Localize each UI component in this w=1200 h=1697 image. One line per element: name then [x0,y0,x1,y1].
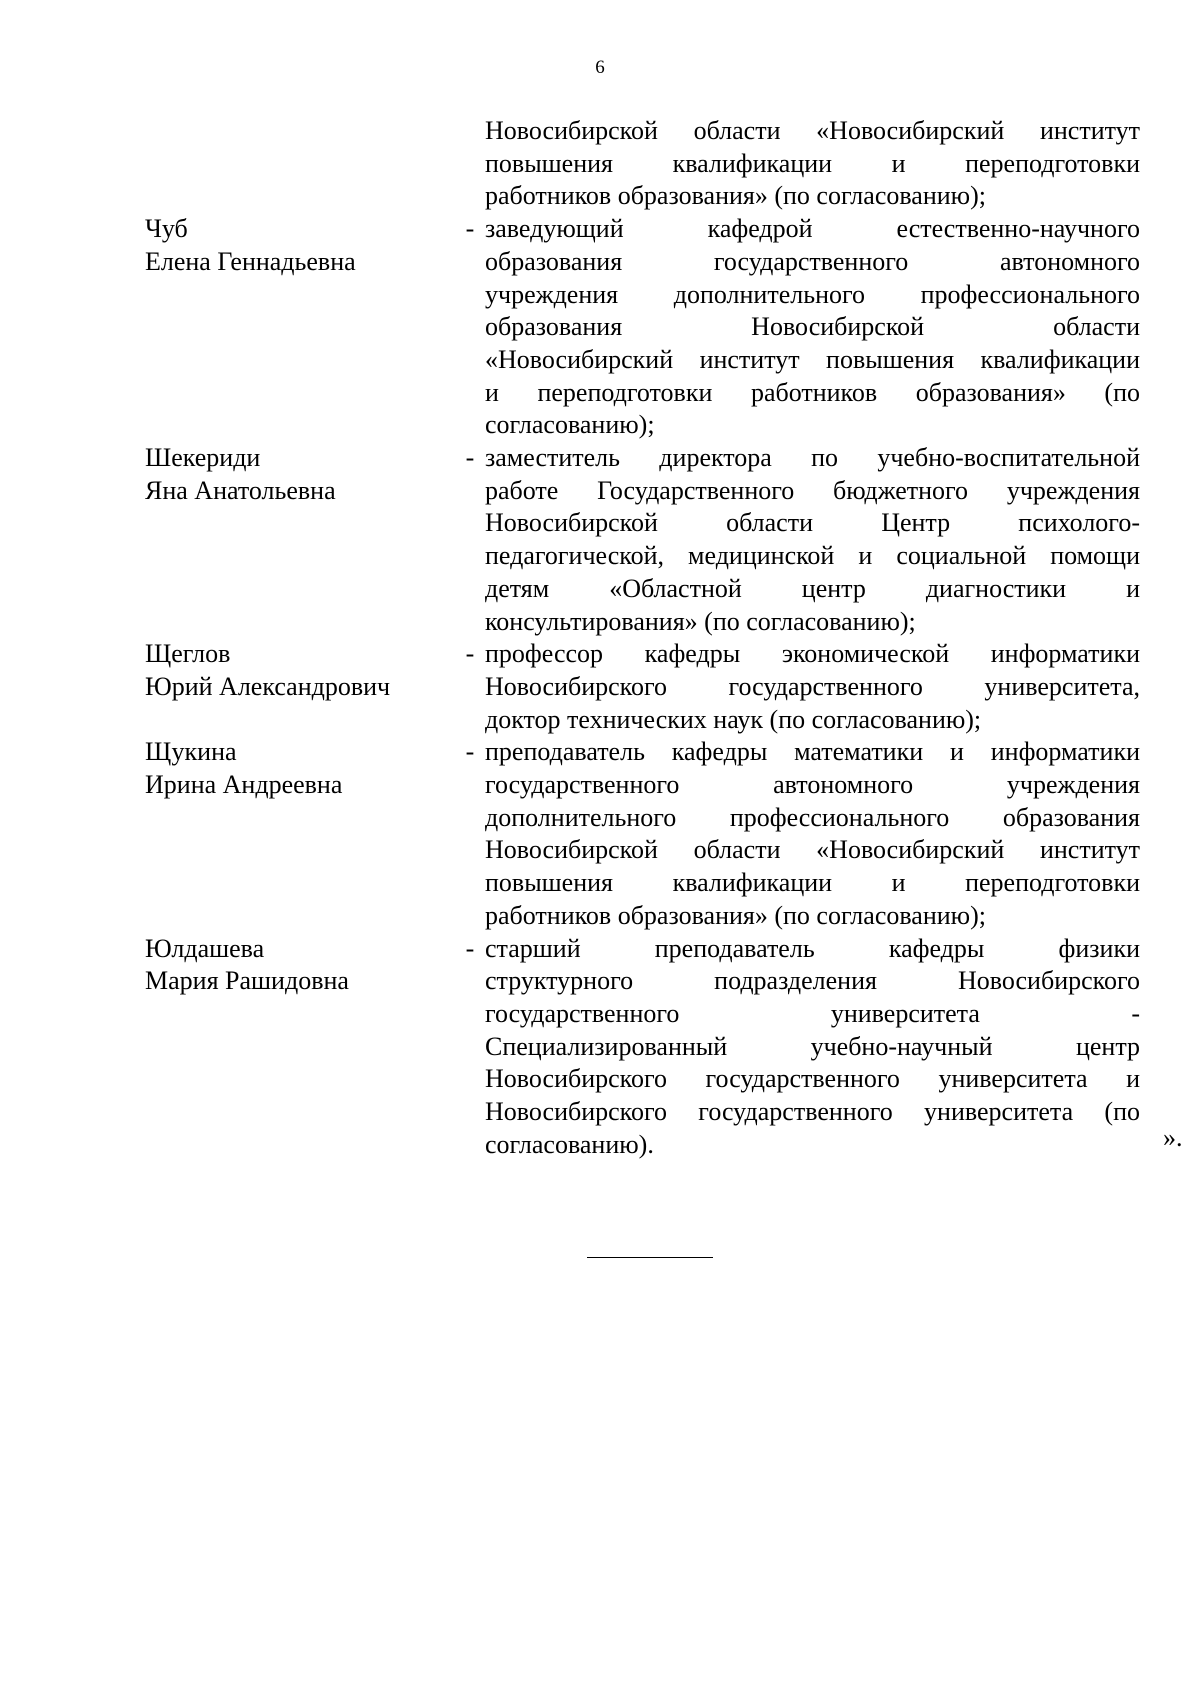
dash-separator: - [465,443,475,473]
description-line: заведующий кафедрой естественно-научного [485,214,1140,244]
description-line: согласованию); [485,410,655,440]
description-line: повышения квалификации и переподготовки [485,148,1140,178]
members-container [145,213,1145,1161]
description-line: работников образования» (по согласованию); [485,181,986,211]
member-description [485,213,1140,442]
member-name [145,638,455,703]
description-line: Специализированный учебно-научный центр [485,1031,1140,1061]
description-line: учреждения дополнительного профессионального [485,279,1140,309]
description-line: работников образования» (по согласованию); [485,900,986,930]
description-line: образования государственного автономного [485,246,1140,276]
description-line: Новосибирского государственного университета и [485,1064,1140,1094]
member-description [485,736,1140,932]
description-line: профессор кафедры экономической информатики [485,639,1140,669]
member-entry [145,638,1145,736]
member-name [145,442,455,507]
member-surname: Юлдашева [145,933,265,963]
dash-separator: - [465,639,475,669]
description-line: заместитель директора по учебно-воспитательной [485,443,1140,473]
member-name [145,933,455,998]
member-surname: Чуб [145,214,188,244]
description-line: доктор технических наук (по согласованию); [485,704,982,734]
description-line: консультирования» (по согласованию); [485,606,916,636]
member-name [145,736,455,801]
description-line: государственного автономного учреждения [485,770,1140,800]
description-line: детям «Областной центр диагностики и [485,573,1140,603]
member-description [485,115,1140,213]
description-line: образования Новосибирской области [485,312,1140,342]
member-entry [145,933,1145,1162]
member-description [485,442,1140,638]
description-line: «Новосибирский институт повышения квалификации [485,344,1140,374]
description-line: старший преподаватель кафедры физики [485,933,1140,963]
member-description [485,638,1140,736]
description-line: Новосибирского государственного университета (по [485,1097,1140,1127]
end-rule [587,1257,713,1258]
member-surname: Щукина [145,737,237,767]
description-line: педагогической, медицинской и социальной помощи [485,541,1140,571]
description-line: и переподготовки работников образования» (по [485,377,1140,407]
member-list [145,115,1145,1162]
page-number: 6 [595,57,605,78]
member-name [145,213,455,278]
member-surname: Шекериди [145,443,261,473]
member-surname: Щеглов [145,639,231,669]
description-line: Новосибирской области Центр психолого- [485,508,1140,538]
dash-separator: - [465,214,475,244]
description-line: работе Государственного бюджетного учреждения [485,475,1140,505]
closing-quote: ». [1163,1123,1183,1152]
description-line: преподаватель кафедры математики и информатики [485,737,1140,767]
description-line: государственного университета - [485,998,1140,1028]
dash-separator: - [465,737,475,767]
member-description [485,933,1140,1162]
description-line: Новосибирской области «Новосибирский институт [485,116,1140,145]
description-line: дополнительного профессионального образования [485,802,1140,832]
member-given-names: Яна Анатольевна [145,475,336,505]
member-entry [145,213,1145,442]
dash-separator: - [465,933,475,963]
member-given-names: Мария Рашидовна [145,966,349,996]
member-given-names: Ирина Андреевна [145,770,343,800]
list-continuation [145,115,1145,213]
description-line: Новосибирской области «Новосибирский институт [485,835,1140,865]
member-given-names: Юрий Александрович [145,671,391,701]
member-entry [145,442,1145,638]
description-line: согласованию). [485,1129,654,1159]
member-given-names: Елена Геннадьевна [145,246,356,276]
description-line: структурного подразделения Новосибирского [485,966,1140,996]
description-line: Новосибирского государственного университета, [485,671,1140,701]
description-line: повышения квалификации и переподготовки [485,868,1140,898]
member-entry [145,736,1145,932]
